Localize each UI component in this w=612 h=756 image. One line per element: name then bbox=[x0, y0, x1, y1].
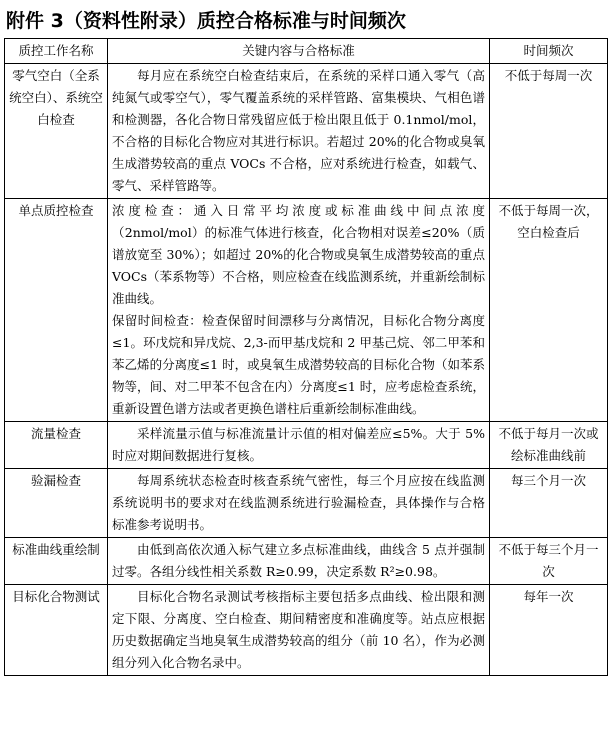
header-frequency: 时间频次 bbox=[490, 39, 608, 64]
header-content: 关键内容与合格标准 bbox=[108, 39, 490, 64]
row-frequency: 不低于每月一次或绘标准曲线前 bbox=[490, 422, 608, 469]
row-frequency: 不低于每周一次，空白检查后 bbox=[490, 199, 608, 422]
content-paragraph: 目标化合物名录测试考核指标主要包括多点曲线、检出限和测定下限、分离度、空白检查、期间精密度和准确度等。站点应根据历史数据确定当地臭氧生成潜势较高的组分（前 10 名），作为必测组分列入化合物名录中。 bbox=[112, 589, 485, 670]
row-content bbox=[108, 422, 490, 469]
table-row bbox=[5, 469, 608, 538]
row-name: 流量检查 bbox=[5, 422, 108, 469]
table-row bbox=[5, 64, 608, 199]
table-row bbox=[5, 422, 608, 469]
row-frequency: 每三个月一次 bbox=[490, 469, 608, 538]
row-frequency: 不低于每三个月一次 bbox=[490, 538, 608, 585]
qc-standards-table bbox=[4, 38, 608, 676]
content-paragraph: 保留时间检查：检查保留时间漂移与分离情况，目标化合物分离度≤1。环戊烷和异戊烷、2,3-而甲基戊烷和 2 甲基己烷、邻二甲苯和苯乙烯的分离度≤1 时，或臭氧生成潜势较高的目标化合物（如苯系物等，间、对二甲苯不包含在内）分离度≤1 时，应考虑检查系统，重新设置色谱方法或者更换色谱柱后重新绘制标准曲线。 bbox=[112, 313, 485, 416]
content-paragraph: 每周系统状态检查时核查系统气密性，每三个月应按在线监测系统说明书的要求对在线监测系统进行验漏检查，具体操作与合格标准参考说明书。 bbox=[112, 473, 485, 532]
page-title: 附件 3（资料性附录）质控合格标准与时间频次 bbox=[6, 10, 406, 32]
content-paragraph: 由低到高依次通入标气建立多点标准曲线，曲线含 5 点并强制过零。各组分线性相关系数 R≥0.99，决定系数 R²≥0.98。 bbox=[112, 542, 485, 579]
row-name: 标准曲线重绘制 bbox=[5, 538, 108, 585]
header-qc-item: 质控工作名称 bbox=[5, 39, 108, 64]
content-paragraph: 采样流量示值与标准流量计示值的相对偏差应≤5%。大于 5%时应对期间数据进行复核。 bbox=[112, 426, 485, 463]
row-content bbox=[108, 199, 490, 422]
row-frequency: 不低于每周一次 bbox=[490, 64, 608, 199]
table-row bbox=[5, 538, 608, 585]
row-name: 零气空白（全系统空白）、系统空白检查 bbox=[5, 64, 108, 199]
table-row bbox=[5, 585, 608, 676]
row-content bbox=[108, 64, 490, 199]
row-frequency: 每年一次 bbox=[490, 585, 608, 676]
table-row bbox=[5, 199, 608, 422]
row-content bbox=[108, 469, 490, 538]
row-content bbox=[108, 538, 490, 585]
content-paragraph: 浓度检查：通入日常平均浓度或标准曲线中间点浓度（2nmol/mol）的标准气体进行核查，化合物相对误差≤20%（质谱放宽至 30%）；如超过 20%的化合物或臭氧生成潜势较高的重点 VOCs（苯系物等）不合格，则应检查在线监测系统，并重新绘制标准曲线。 bbox=[112, 203, 485, 306]
row-name: 验漏检查 bbox=[5, 469, 108, 538]
row-content bbox=[108, 585, 490, 676]
row-name: 目标化合物测试 bbox=[5, 585, 108, 676]
row-name: 单点质控检查 bbox=[5, 199, 108, 422]
table-header-row bbox=[5, 39, 608, 64]
content-paragraph: 每月应在系统空白检查结束后，在系统的采样口通入零气（高纯氮气或零空气），零气覆盖系统的采样管路、富集模块、气相色谱和检测器，各化合物日常残留应低于检出限且低于 0.1nmol/mol，不合格的目标化合物应对其进行标识。若超过 20%的化合物或臭氧生成潜势较高的重点 VOCs 不合格，应对系统进行检查，如载气、零气、采样管路等。 bbox=[112, 68, 485, 193]
